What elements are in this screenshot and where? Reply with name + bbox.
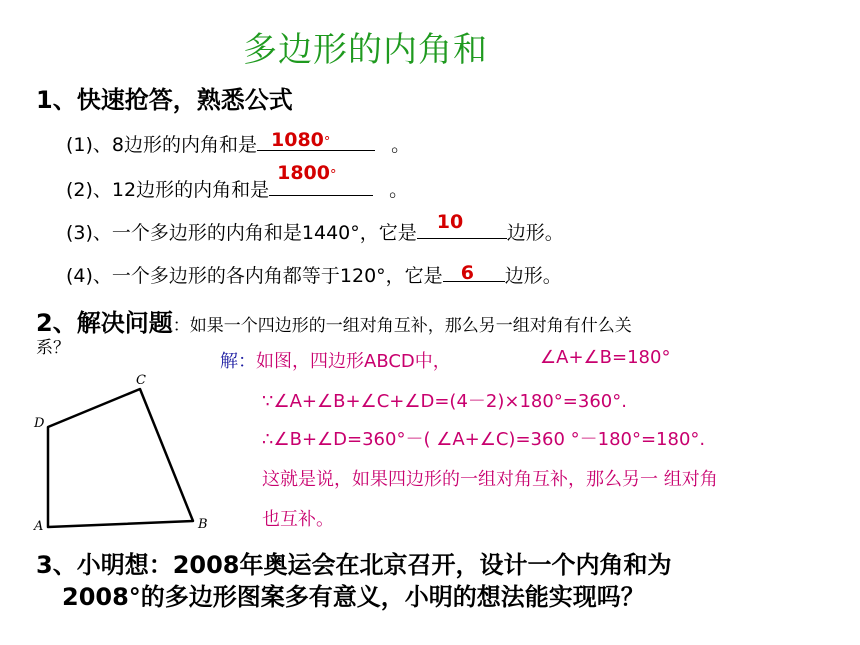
page-title: 多边形的内角和 <box>243 30 488 70</box>
answer-blank-1 <box>257 131 375 151</box>
question-1 <box>66 130 410 157</box>
section1-heading: 1、快速抢答，熟悉公式 <box>36 86 293 114</box>
section2-question <box>36 303 632 338</box>
solution-line-4: 这就是说，如果四边形的一组对角互补，那么另一 组对角 <box>262 469 718 490</box>
section3-line1: 3、小明想：2008年奥运会在北京召开，设计一个内角和为 <box>36 551 672 579</box>
solution-line-2: ∵∠A+∠B+∠C+∠D=(4－2)×180°=360°. <box>262 391 627 412</box>
solution-label: 解： <box>220 351 256 372</box>
section2-question-line2: 系？ <box>36 338 70 358</box>
section3-line2: 2008°的多边形图案多有意义，小明的想法能实现吗？ <box>62 583 645 611</box>
quadrilateral-abcd <box>48 389 193 527</box>
question-1-end: 。 <box>391 134 411 156</box>
vertex-label-d: D <box>34 416 45 431</box>
section2-question-line1: ：如果一个四边形的一组对角互补，那么另一组对角有什么关 <box>172 316 632 336</box>
question-4 <box>66 261 562 288</box>
question-1-text: (1)、8边形的内角和是 <box>66 134 258 156</box>
question-3-text: (3)、一个多边形的内角和是1440°，它是 <box>66 222 417 244</box>
answer-4: 6 <box>460 262 474 284</box>
question-2-text: (2)、12边形的内角和是 <box>66 179 270 201</box>
answer-2: 1800 <box>277 162 330 184</box>
vertex-label-b: B <box>198 517 208 532</box>
answer-3: 10 <box>436 211 464 233</box>
degree-mark-2: ° <box>329 168 337 183</box>
solution-line-1 <box>220 347 451 373</box>
question-3-end: 边形。 <box>506 222 564 244</box>
vertex-label-c: C <box>136 373 146 388</box>
degree-mark-1: ° <box>323 135 331 150</box>
vertex-label-a: A <box>34 519 44 534</box>
solution-line-5: 也互补。 <box>262 509 334 530</box>
answer-blank-2 <box>269 162 373 196</box>
solution-line-3: ∴∠B+∠D=360°－( ∠A+∠C)=360 °－180°=180°. <box>262 429 706 450</box>
question-4-end: 边形。 <box>504 265 562 287</box>
question-3 <box>66 211 564 245</box>
solution-line-1a: 如图，四边形ABCD中， <box>256 351 451 372</box>
solution-line-1b: ∠A+∠B=180° <box>540 347 671 368</box>
answer-blank-4 <box>443 262 505 282</box>
question-2-end: 。 <box>389 179 409 201</box>
answer-1: 1080 <box>271 129 324 151</box>
question-4-text: (4)、一个多边形的各内角都等于120°，它是 <box>66 265 443 287</box>
quadrilateral-figure <box>30 370 220 535</box>
section2-heading: 2、解决问题 <box>36 309 173 337</box>
question-2 <box>66 162 409 202</box>
answer-blank-3 <box>417 211 507 239</box>
